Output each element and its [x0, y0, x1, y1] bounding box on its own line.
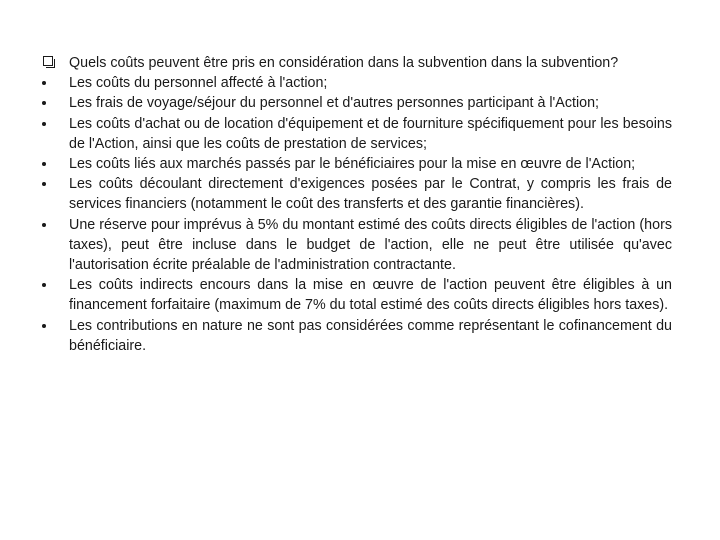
bullet-icon [42, 223, 46, 227]
item-text: Les contributions en nature ne sont pas considérées comme représentant le cofinancement du bénéficiaire. [69, 317, 672, 354]
bullet-icon [42, 81, 46, 85]
list-item [40, 275, 672, 315]
list-item [40, 174, 672, 214]
list-item [40, 154, 672, 174]
bullet-icon [42, 122, 46, 126]
checkbox-icon [43, 56, 53, 66]
item-text: Les coûts du personnel affecté à l'action; [69, 75, 328, 92]
item-text: Les coûts indirects encours dans la mise en œuvre de l'action peuvent être éligibles à un financement forfaitaire (maximum de 7% du total estimé des coûts directs éligibles hors taxes). [69, 277, 672, 314]
bullet-icon [42, 182, 46, 186]
list-item [40, 93, 672, 113]
item-text: Les coûts liés aux marchés passés par le bénéficiaires pour la mise en œuvre de l'Action; [69, 156, 636, 173]
bullet-icon [42, 324, 46, 328]
list-item [40, 316, 672, 356]
content-list [40, 53, 672, 356]
item-text: Les frais de voyage/séjour du personnel et d'autres personnes participant à l'Action; [69, 95, 599, 112]
item-text: Une réserve pour imprévus à 5% du montant estimé des coûts directs éligibles de l'action (hors taxes), peut être incluse dans le budget de l'action, elle ne peut être utilisée qu'avec l'autorisation écrite préalable de l'administration contractante. [69, 216, 672, 274]
item-text: Les coûts d'achat ou de location d'équipement et de fourniture spécifiquement pour les besoins de l'Action, ainsi que les coûts de prestation de services; [69, 115, 672, 152]
list-item [40, 73, 672, 93]
bullet-icon [42, 283, 46, 287]
list-item [40, 114, 672, 154]
list-item [40, 215, 672, 276]
item-text: Les coûts découlant directement d'exigences posées par le Contrat, y compris les frais de services financiers (notamment le coût des transferts et des garantie financières). [69, 176, 672, 213]
item-text: Quels coûts peuvent être pris en considération dans la subvention dans la subvention? [69, 55, 619, 71]
bullet-icon [42, 162, 46, 166]
question-item [40, 53, 672, 73]
bullet-icon [42, 101, 46, 105]
